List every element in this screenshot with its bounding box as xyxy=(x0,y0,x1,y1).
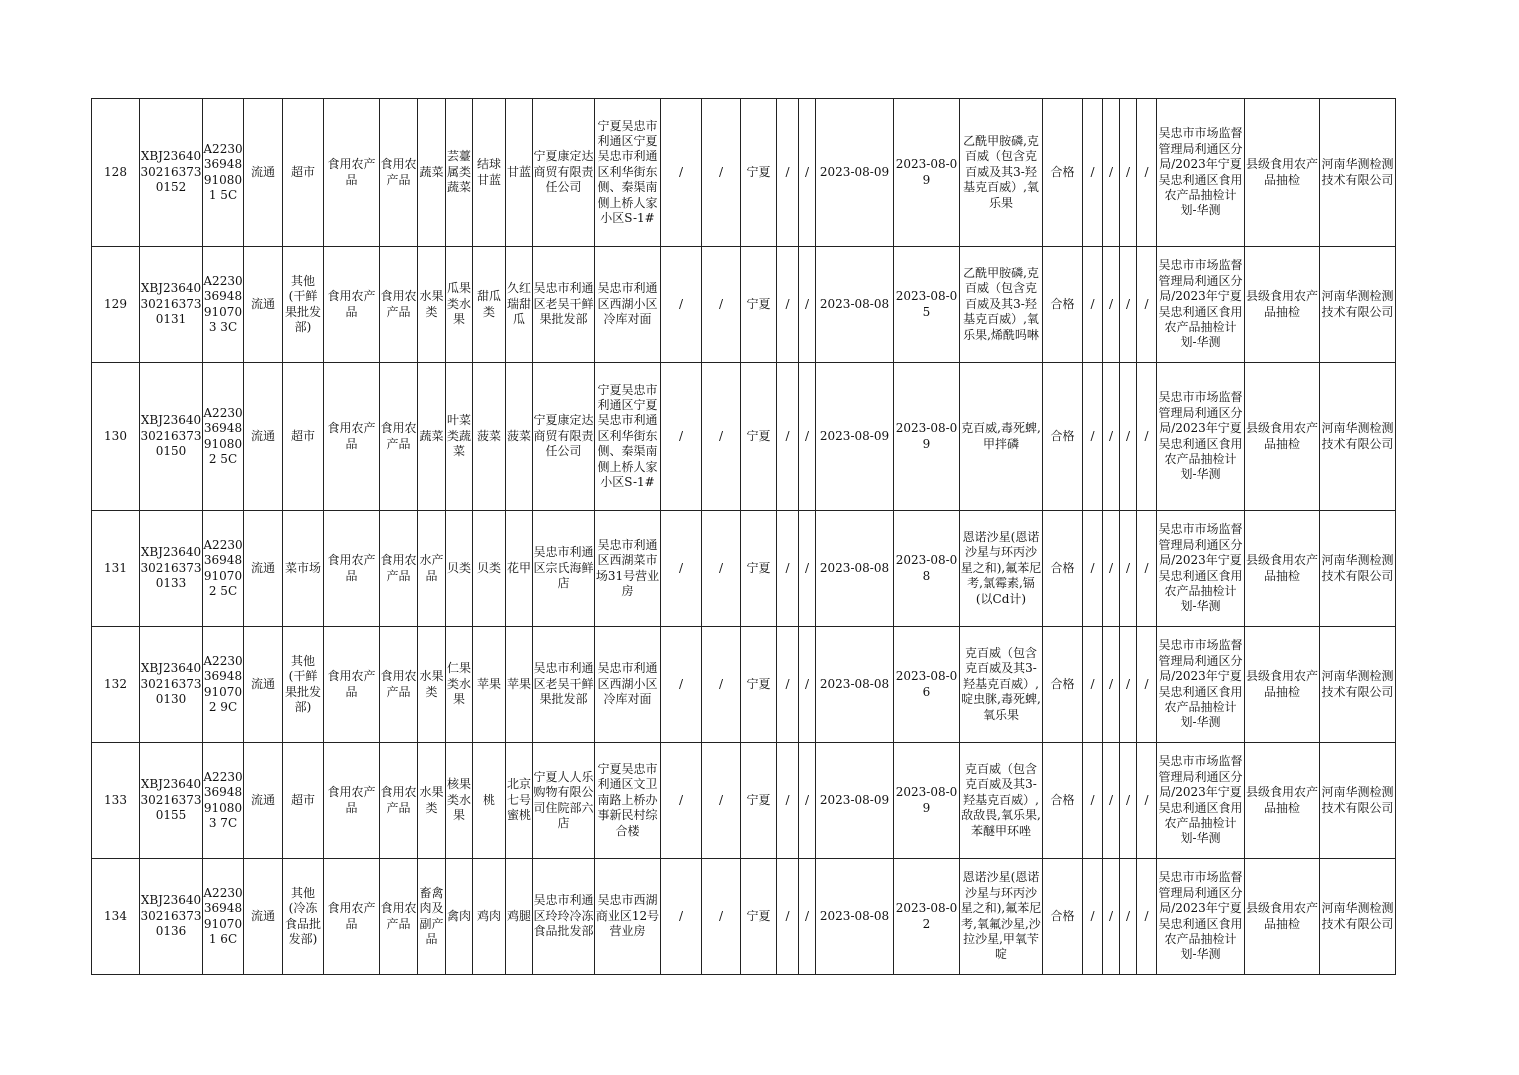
slash-cell: / xyxy=(1137,247,1157,363)
food-category-4-cell: 贝类 xyxy=(446,511,473,627)
testing-agency-cell: 河南华测检测技术有限公司 xyxy=(1320,511,1396,627)
production-date-cell: 2023-08-09 xyxy=(894,363,960,511)
site-cell: 菜市场 xyxy=(283,511,324,627)
production-date-cell: 2023-08-09 xyxy=(894,743,960,859)
testing-agency-cell: 河南华测检测技术有限公司 xyxy=(1320,247,1396,363)
slash-cell: / xyxy=(1120,99,1137,247)
food-category-3-cell: 蔬菜 xyxy=(418,99,446,247)
link-cell: 流通 xyxy=(244,627,283,743)
sampling-date-cell: 2023-08-09 xyxy=(816,363,894,511)
result-cell: 合格 xyxy=(1043,247,1083,363)
table-row xyxy=(92,247,1396,363)
seller-name-cell: 吴忠市利通区宗氏海鲜店 xyxy=(533,511,595,627)
production-date-cell: 2023-08-05 xyxy=(894,247,960,363)
slash-cell: / xyxy=(1120,743,1137,859)
sampling-date-cell: 2023-08-08 xyxy=(816,247,894,363)
slash-cell: / xyxy=(1103,363,1120,511)
sampling-type-cell: 县级食用农产品抽检 xyxy=(1245,859,1320,975)
food-category-2-cell: 食用农产品 xyxy=(380,247,418,363)
province-cell: 宁夏 xyxy=(741,859,777,975)
slash-cell: / xyxy=(777,859,799,975)
sampling-date-cell: 2023-08-09 xyxy=(816,743,894,859)
food-category-4-cell: 叶菜类蔬菜 xyxy=(446,363,473,511)
task-no-cell: A223036948910801 5C xyxy=(203,99,244,247)
seq-cell: 134 xyxy=(92,859,140,975)
seller-name-cell: 吴忠市利通区老吴干鲜果批发部 xyxy=(533,247,595,363)
slash-cell: / xyxy=(1083,99,1103,247)
test-items-cell: 克百威（包含克百威及其3-羟基克百威）,啶虫脒,毒死蜱,氧乐果 xyxy=(960,627,1043,743)
slash-cell: / xyxy=(1103,627,1120,743)
food-category-5-cell: 菠菜 xyxy=(473,363,506,511)
province-cell: 宁夏 xyxy=(741,627,777,743)
slash-cell: / xyxy=(1083,511,1103,627)
site-cell: 超市 xyxy=(283,363,324,511)
slash-cell: / xyxy=(799,627,816,743)
slash-cell: / xyxy=(1103,99,1120,247)
sample-name-cell: 甘蓝 xyxy=(506,99,533,247)
slash-cell: / xyxy=(702,247,741,363)
task-source-cell: 吴忠市市场监督管理局利通区分局/2023年宁夏吴忠利通区食用农产品抽检计划-华测 xyxy=(1157,627,1245,743)
seller-name-cell: 吴忠市利通区玲玲冷冻食品批发部 xyxy=(533,859,595,975)
slash-cell: / xyxy=(799,743,816,859)
sample-name-cell: 苹果 xyxy=(506,627,533,743)
sample-no-cell: XBJ23640302163730133 xyxy=(140,511,203,627)
slash-cell: / xyxy=(1103,743,1120,859)
task-no-cell: A223036948910701 6C xyxy=(203,859,244,975)
testing-agency-cell: 河南华测检测技术有限公司 xyxy=(1320,743,1396,859)
task-source-cell: 吴忠市市场监督管理局利通区分局/2023年宁夏吴忠利通区食用农产品抽检计划-华测 xyxy=(1157,99,1245,247)
food-category-3-cell: 水果类 xyxy=(418,627,446,743)
result-cell: 合格 xyxy=(1043,743,1083,859)
slash-cell: / xyxy=(1137,363,1157,511)
food-category-5-cell: 结球甘蓝 xyxy=(473,99,506,247)
results-table xyxy=(91,98,1396,975)
slash-cell: / xyxy=(1137,743,1157,859)
slash-cell: / xyxy=(1137,859,1157,975)
province-cell: 宁夏 xyxy=(741,743,777,859)
sample-no-cell: XBJ23640302163730136 xyxy=(140,859,203,975)
seller-name-cell: 吴忠市利通区老吴干鲜果批发部 xyxy=(533,627,595,743)
production-date-cell: 2023-08-02 xyxy=(894,859,960,975)
task-source-cell: 吴忠市市场监督管理局利通区分局/2023年宁夏吴忠利通区食用农产品抽检计划-华测 xyxy=(1157,363,1245,511)
slash-cell: / xyxy=(661,511,702,627)
slash-cell: / xyxy=(799,247,816,363)
food-category-1-cell: 食用农产品 xyxy=(324,511,380,627)
slash-cell: / xyxy=(777,99,799,247)
test-items-cell: 克百威,毒死蜱,甲拌磷 xyxy=(960,363,1043,511)
test-items-cell: 乙酰甲胺磷,克百威（包含克百威及其3-羟基克百威）,氧乐果 xyxy=(960,99,1043,247)
seller-address-cell: 宁夏吴忠市利通区宁夏吴忠市利通区利华街东侧、秦渠南侧上桥人家小区S-1# xyxy=(595,99,661,247)
link-cell: 流通 xyxy=(244,99,283,247)
testing-agency-cell: 河南华测检测技术有限公司 xyxy=(1320,627,1396,743)
seller-name-cell: 宁夏康定达商贸有限责任公司 xyxy=(533,363,595,511)
site-cell: 超市 xyxy=(283,743,324,859)
food-category-2-cell: 食用农产品 xyxy=(380,511,418,627)
link-cell: 流通 xyxy=(244,511,283,627)
sample-name-cell: 久红瑞甜瓜 xyxy=(506,247,533,363)
slash-cell: / xyxy=(661,99,702,247)
food-category-4-cell: 核果类水果 xyxy=(446,743,473,859)
results-table-body xyxy=(92,99,1396,975)
production-date-cell: 2023-08-09 xyxy=(894,99,960,247)
slash-cell: / xyxy=(777,511,799,627)
slash-cell: / xyxy=(702,99,741,247)
seller-name-cell: 宁夏人人乐购物有限公司住院部六店 xyxy=(533,743,595,859)
slash-cell: / xyxy=(777,247,799,363)
sampling-type-cell: 县级食用农产品抽检 xyxy=(1245,627,1320,743)
province-cell: 宁夏 xyxy=(741,99,777,247)
slash-cell: / xyxy=(702,627,741,743)
food-category-2-cell: 食用农产品 xyxy=(380,859,418,975)
food-category-5-cell: 鸡肉 xyxy=(473,859,506,975)
slash-cell: / xyxy=(1120,627,1137,743)
sample-no-cell: XBJ23640302163730131 xyxy=(140,247,203,363)
sample-name-cell: 北京七号蜜桃 xyxy=(506,743,533,859)
seq-cell: 130 xyxy=(92,363,140,511)
food-category-3-cell: 水产品 xyxy=(418,511,446,627)
slash-cell: / xyxy=(1083,743,1103,859)
slash-cell: / xyxy=(1137,99,1157,247)
slash-cell: / xyxy=(777,363,799,511)
slash-cell: / xyxy=(702,363,741,511)
sampling-date-cell: 2023-08-08 xyxy=(816,627,894,743)
food-category-3-cell: 水果类 xyxy=(418,247,446,363)
task-no-cell: A223036948910803 7C xyxy=(203,743,244,859)
task-source-cell: 吴忠市市场监督管理局利通区分局/2023年宁夏吴忠利通区食用农产品抽检计划-华测 xyxy=(1157,511,1245,627)
food-category-5-cell: 桃 xyxy=(473,743,506,859)
slash-cell: / xyxy=(777,627,799,743)
result-cell: 合格 xyxy=(1043,627,1083,743)
slash-cell: / xyxy=(1120,511,1137,627)
sample-no-cell: XBJ23640302163730150 xyxy=(140,363,203,511)
site-cell: 其他(干鲜果批发部) xyxy=(283,247,324,363)
sample-no-cell: XBJ23640302163730130 xyxy=(140,627,203,743)
sample-no-cell: XBJ23640302163730155 xyxy=(140,743,203,859)
slash-cell: / xyxy=(661,627,702,743)
link-cell: 流通 xyxy=(244,247,283,363)
table-row xyxy=(92,743,1396,859)
slash-cell: / xyxy=(1120,247,1137,363)
task-source-cell: 吴忠市市场监督管理局利通区分局/2023年宁夏吴忠利通区食用农产品抽检计划-华测 xyxy=(1157,859,1245,975)
test-items-cell: 恩诺沙星(恩诺沙星与环丙沙星之和),氟苯尼考,氯霉素,镉(以Cd计) xyxy=(960,511,1043,627)
seq-cell: 133 xyxy=(92,743,140,859)
sampling-type-cell: 县级食用农产品抽检 xyxy=(1245,363,1320,511)
sampling-type-cell: 县级食用农产品抽检 xyxy=(1245,743,1320,859)
food-category-1-cell: 食用农产品 xyxy=(324,859,380,975)
production-date-cell: 2023-08-08 xyxy=(894,511,960,627)
result-cell: 合格 xyxy=(1043,511,1083,627)
table-row xyxy=(92,99,1396,247)
test-items-cell: 恩诺沙星(恩诺沙星与环丙沙星之和),氟苯尼考,氧氟沙星,沙拉沙星,甲氧苄啶 xyxy=(960,859,1043,975)
link-cell: 流通 xyxy=(244,743,283,859)
food-category-1-cell: 食用农产品 xyxy=(324,247,380,363)
food-category-4-cell: 仁果类水果 xyxy=(446,627,473,743)
sample-name-cell: 花甲 xyxy=(506,511,533,627)
task-no-cell: A223036948910802 5C xyxy=(203,363,244,511)
testing-agency-cell: 河南华测检测技术有限公司 xyxy=(1320,99,1396,247)
test-items-cell: 克百威（包含克百威及其3-羟基克百威）,敌敌畏,氧乐果,苯醚甲环唑 xyxy=(960,743,1043,859)
slash-cell: / xyxy=(1083,363,1103,511)
table-row xyxy=(92,511,1396,627)
slash-cell: / xyxy=(799,859,816,975)
table-row xyxy=(92,363,1396,511)
slash-cell: / xyxy=(1103,859,1120,975)
province-cell: 宁夏 xyxy=(741,247,777,363)
slash-cell: / xyxy=(1137,511,1157,627)
slash-cell: / xyxy=(702,859,741,975)
table-row xyxy=(92,859,1396,975)
slash-cell: / xyxy=(661,743,702,859)
slash-cell: / xyxy=(661,363,702,511)
site-cell: 其他(干鲜果批发部) xyxy=(283,627,324,743)
seller-name-cell: 宁夏康定达商贸有限责任公司 xyxy=(533,99,595,247)
task-no-cell: A223036948910702 9C xyxy=(203,627,244,743)
result-cell: 合格 xyxy=(1043,99,1083,247)
food-category-3-cell: 水果类 xyxy=(418,743,446,859)
slash-cell: / xyxy=(799,511,816,627)
food-category-5-cell: 甜瓜类 xyxy=(473,247,506,363)
food-category-2-cell: 食用农产品 xyxy=(380,627,418,743)
seq-cell: 128 xyxy=(92,99,140,247)
link-cell: 流通 xyxy=(244,859,283,975)
test-items-cell: 乙酰甲胺磷,克百威（包含克百威及其3-羟基克百威）,氧乐果,烯酰吗啉 xyxy=(960,247,1043,363)
seller-address-cell: 宁夏吴忠市利通区文卫南路上桥办事新民村综合楼 xyxy=(595,743,661,859)
slash-cell: / xyxy=(1083,859,1103,975)
site-cell: 其他(冷冻食品批发部) xyxy=(283,859,324,975)
slash-cell: / xyxy=(702,743,741,859)
sampling-type-cell: 县级食用农产品抽检 xyxy=(1245,99,1320,247)
sampling-date-cell: 2023-08-08 xyxy=(816,859,894,975)
food-category-5-cell: 贝类 xyxy=(473,511,506,627)
sample-name-cell: 菠菜 xyxy=(506,363,533,511)
task-no-cell: A223036948910703 3C xyxy=(203,247,244,363)
seller-address-cell: 吴忠市利通区西湖菜市场31号营业房 xyxy=(595,511,661,627)
site-cell: 超市 xyxy=(283,99,324,247)
result-cell: 合格 xyxy=(1043,859,1083,975)
seq-cell: 131 xyxy=(92,511,140,627)
food-category-2-cell: 食用农产品 xyxy=(380,99,418,247)
slash-cell: / xyxy=(1137,627,1157,743)
food-category-3-cell: 畜禽肉及副产品 xyxy=(418,859,446,975)
slash-cell: / xyxy=(777,743,799,859)
food-category-4-cell: 瓜果类水果 xyxy=(446,247,473,363)
food-category-2-cell: 食用农产品 xyxy=(380,363,418,511)
food-category-1-cell: 食用农产品 xyxy=(324,743,380,859)
slash-cell: / xyxy=(1103,247,1120,363)
task-no-cell: A223036948910702 5C xyxy=(203,511,244,627)
slash-cell: / xyxy=(1083,627,1103,743)
sample-name-cell: 鸡腿 xyxy=(506,859,533,975)
slash-cell: / xyxy=(702,511,741,627)
sampling-date-cell: 2023-08-09 xyxy=(816,99,894,247)
testing-agency-cell: 河南华测检测技术有限公司 xyxy=(1320,859,1396,975)
seller-address-cell: 吴忠市西湖商业区12号营业房 xyxy=(595,859,661,975)
sampling-date-cell: 2023-08-08 xyxy=(816,511,894,627)
seq-cell: 132 xyxy=(92,627,140,743)
seller-address-cell: 宁夏吴忠市利通区宁夏吴忠市利通区利华街东侧、秦渠南侧上桥人家小区S-1# xyxy=(595,363,661,511)
slash-cell: / xyxy=(661,859,702,975)
sample-no-cell: XBJ23640302163730152 xyxy=(140,99,203,247)
food-category-4-cell: 禽肉 xyxy=(446,859,473,975)
food-category-1-cell: 食用农产品 xyxy=(324,627,380,743)
slash-cell: / xyxy=(799,99,816,247)
sampling-type-cell: 县级食用农产品抽检 xyxy=(1245,247,1320,363)
production-date-cell: 2023-08-06 xyxy=(894,627,960,743)
slash-cell: / xyxy=(1103,511,1120,627)
seller-address-cell: 吴忠市利通区西湖小区冷库对面 xyxy=(595,627,661,743)
food-category-3-cell: 蔬菜 xyxy=(418,363,446,511)
slash-cell: / xyxy=(1120,859,1137,975)
testing-agency-cell: 河南华测检测技术有限公司 xyxy=(1320,363,1396,511)
sampling-type-cell: 县级食用农产品抽检 xyxy=(1245,511,1320,627)
link-cell: 流通 xyxy=(244,363,283,511)
province-cell: 宁夏 xyxy=(741,511,777,627)
food-category-5-cell: 苹果 xyxy=(473,627,506,743)
result-cell: 合格 xyxy=(1043,363,1083,511)
seq-cell: 129 xyxy=(92,247,140,363)
food-category-1-cell: 食用农产品 xyxy=(324,99,380,247)
food-category-4-cell: 芸薹属类蔬菜 xyxy=(446,99,473,247)
slash-cell: / xyxy=(1083,247,1103,363)
task-source-cell: 吴忠市市场监督管理局利通区分局/2023年宁夏吴忠利通区食用农产品抽检计划-华测 xyxy=(1157,247,1245,363)
table-row xyxy=(92,627,1396,743)
slash-cell: / xyxy=(1120,363,1137,511)
seller-address-cell: 吴忠市利通区西湖小区冷库对面 xyxy=(595,247,661,363)
task-source-cell: 吴忠市市场监督管理局利通区分局/2023年宁夏吴忠利通区食用农产品抽检计划-华测 xyxy=(1157,743,1245,859)
food-category-1-cell: 食用农产品 xyxy=(324,363,380,511)
province-cell: 宁夏 xyxy=(741,363,777,511)
slash-cell: / xyxy=(799,363,816,511)
food-category-2-cell: 食用农产品 xyxy=(380,743,418,859)
slash-cell: / xyxy=(661,247,702,363)
